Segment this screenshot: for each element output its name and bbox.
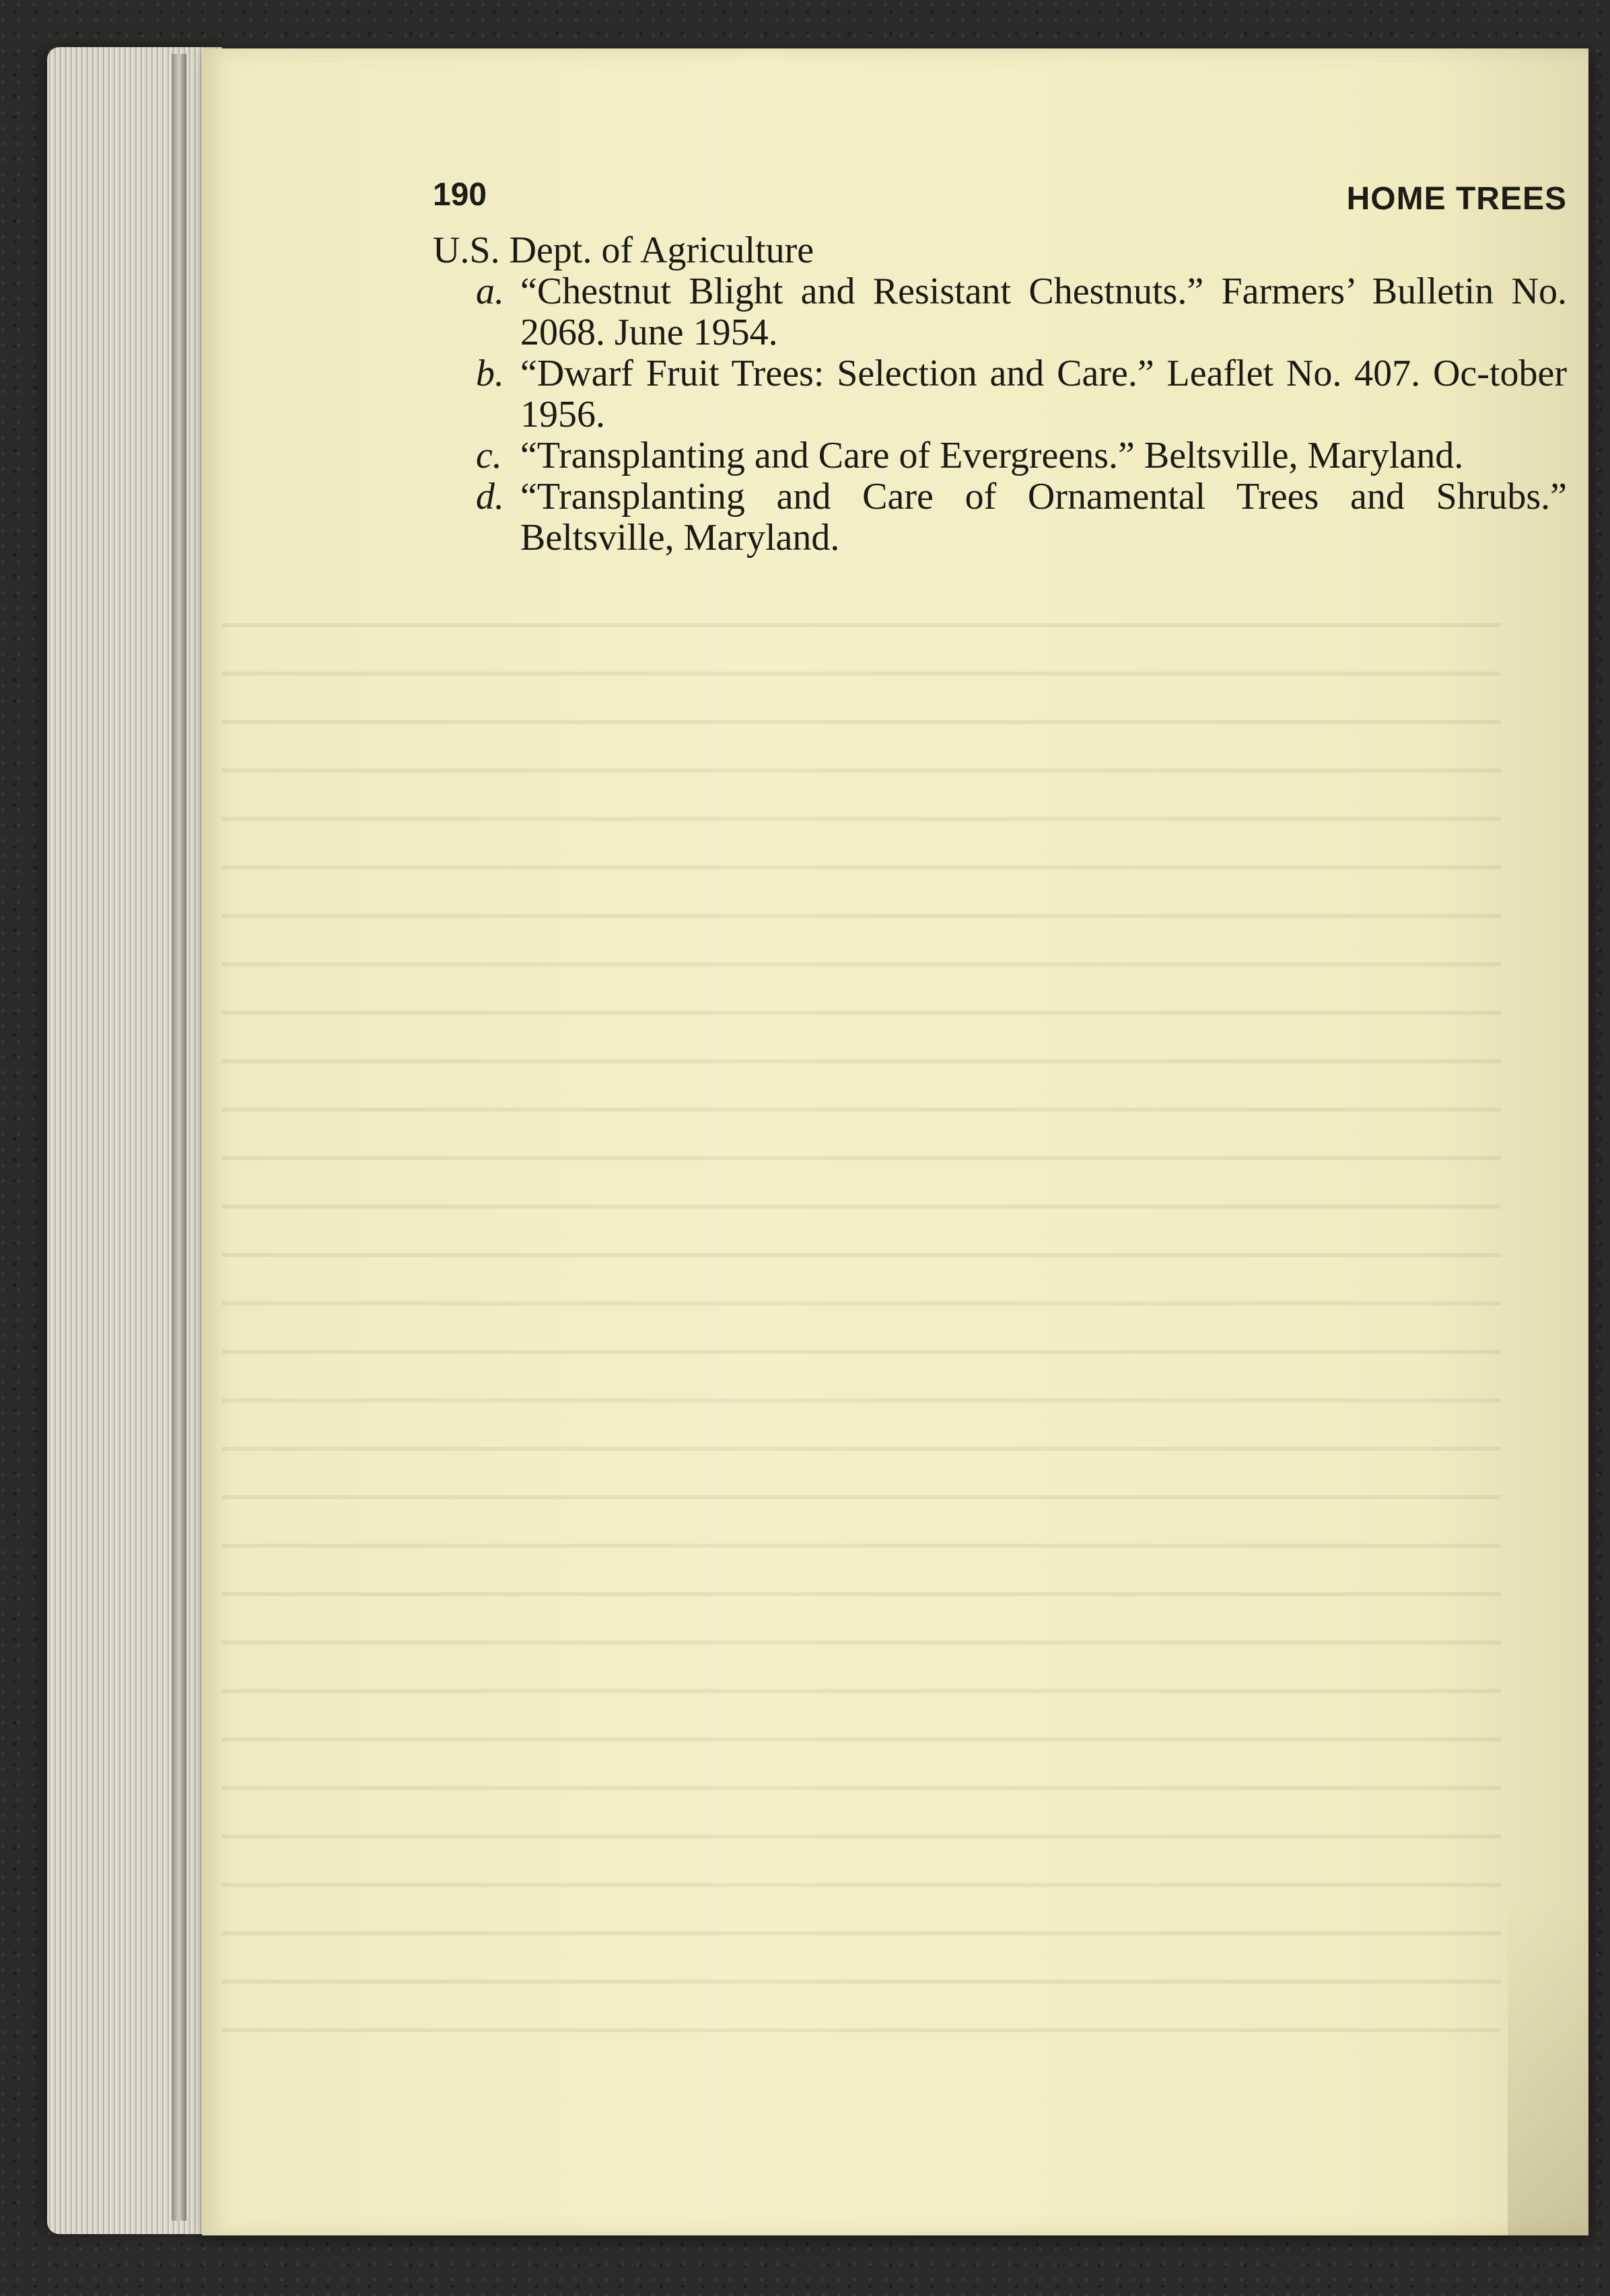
- entry-text: “Transplanting and Care of Evergreens.” Beltsville, Maryland.: [520, 435, 1464, 476]
- bibliography-entry: [433, 476, 1567, 559]
- bleed-through-text: [222, 592, 1501, 2073]
- entry-letter: a.: [476, 271, 504, 312]
- bibliography-heading: U.S. Dept. of Agriculture: [433, 229, 814, 271]
- book-spine-edge: [172, 54, 186, 2221]
- entry-letter: d.: [476, 476, 504, 517]
- entry-letter: c.: [476, 435, 502, 476]
- entry-letter: b.: [476, 353, 504, 394]
- page-number: 190: [433, 177, 487, 213]
- entry-text: “Chestnut Blight and Resistant Chestnuts.” Farmers’ Bulletin No. 2068. June 1954.: [520, 271, 1567, 353]
- entry-text: “Transplanting and Care of Ornamental Trees and Shrubs.” Beltsville, Maryland.: [520, 476, 1567, 559]
- bibliography-list: [433, 271, 1567, 559]
- bibliography-entry: [433, 435, 1567, 476]
- bibliography-section: [433, 230, 1567, 559]
- bibliography-entry: [433, 271, 1567, 353]
- running-head: [433, 176, 1567, 230]
- running-title: HOME TREES: [1346, 181, 1567, 217]
- page-corner-shadow: [1508, 1899, 1588, 2235]
- entry-text: “Dwarf Fruit Trees: Selection and Care.” Leaflet No. 407. Oc-tober 1956.: [520, 353, 1567, 435]
- bibliography-entry: [433, 353, 1567, 435]
- book-page-edges: [47, 47, 222, 2234]
